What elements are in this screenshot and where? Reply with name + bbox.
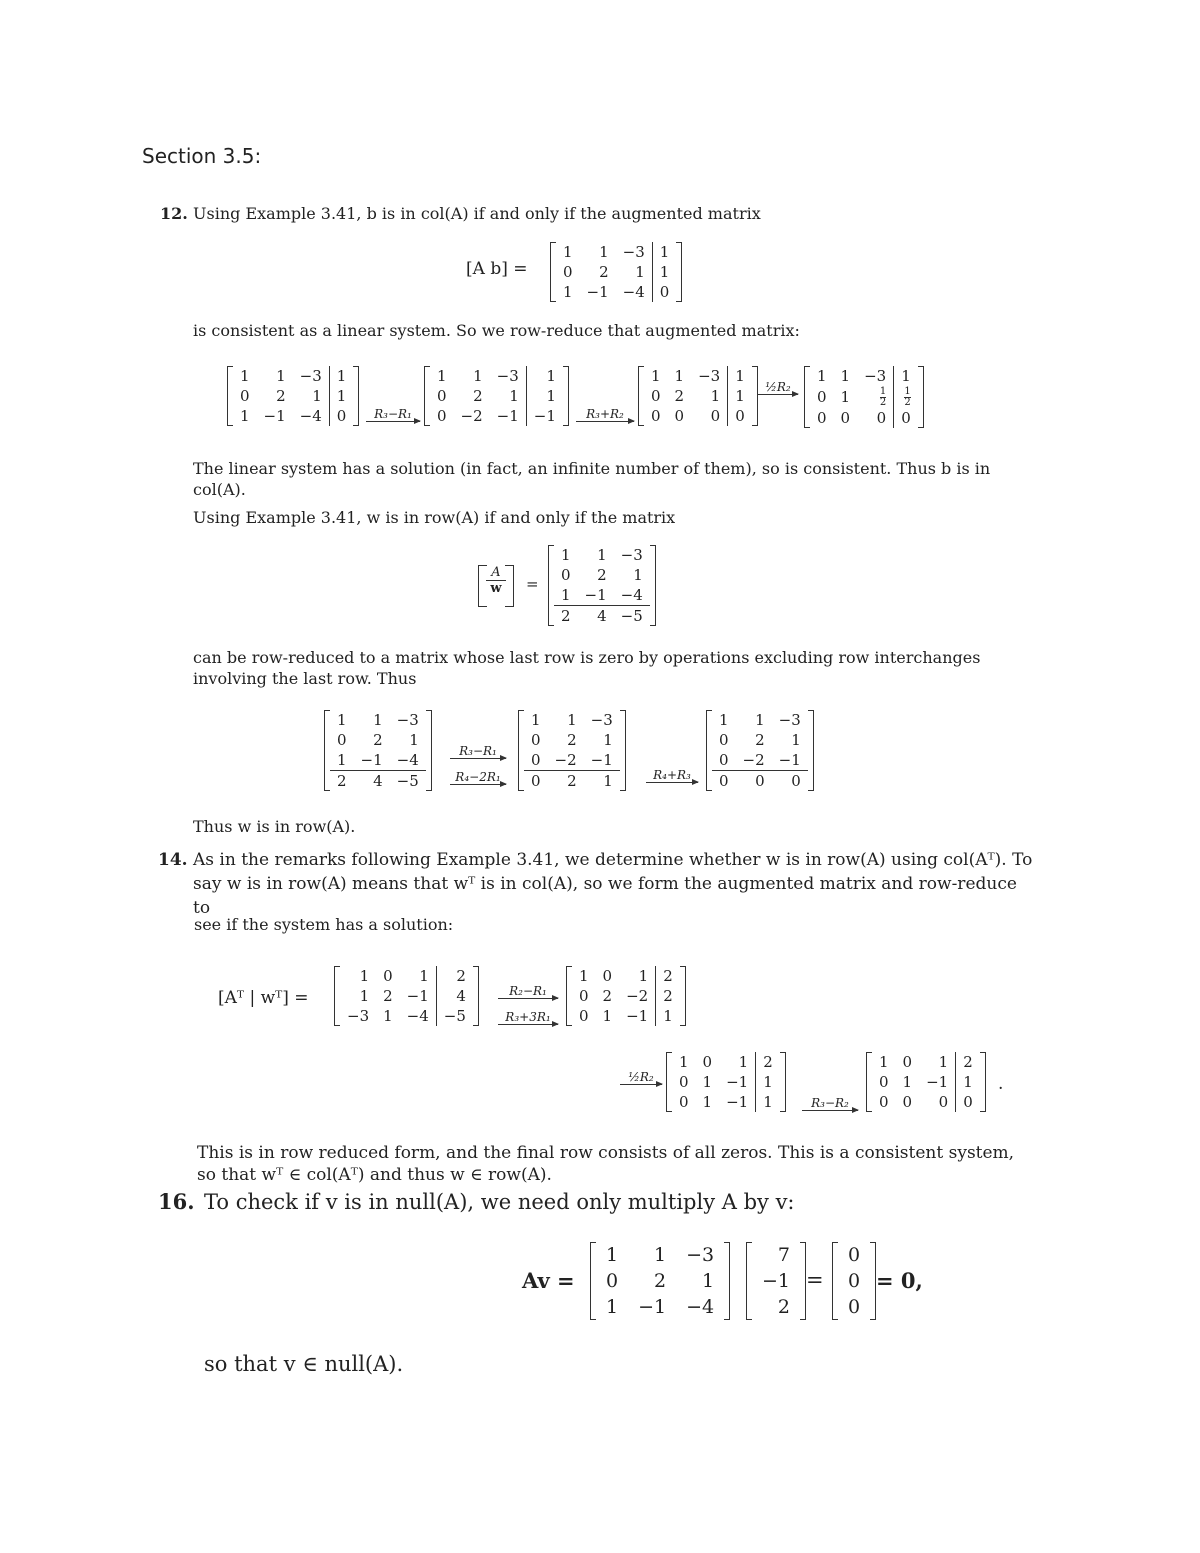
conclusion-w-in-row: Thus w is in row(A). [193,817,356,836]
matrix-a: 1 1 −3 0 2 1 1 −1 −4 [590,1242,730,1320]
matrix-14-step4: 1 0 1 2 0 1 −1 1 0 0 0 0 [866,1052,986,1112]
op-r3-plus-3r1: R₃+3R₁ [498,1010,558,1025]
op-r3-plus-r2: R₃+R₂ [576,407,634,422]
matrix-a-w: 1 1 −3 0 2 1 1 −1 −4 2 4 −5 [548,545,656,626]
matrix-row-step1: 1 1 −3 0 2 1 1 −1 −4 2 4 −5 [324,710,432,791]
op-r3-minus-r1-b: R₃−R₁ [450,744,506,759]
op-r2-minus-r1: R₂−R₁ [498,984,558,999]
problem-12-number: 12. [160,204,188,223]
zero-vector: 0 0 0 [832,1242,876,1320]
av-lhs: Av = [522,1268,575,1293]
period: . [998,1074,1004,1094]
op-r3-minus-r2: R₃−R₂ [802,1096,858,1111]
matrix-step2: 1 1 −3 1 0 2 1 1 0 −2 −1 −1 [424,366,569,426]
matrix-row-step3: 1 1 −3 0 2 1 0 −2 −1 0 0 0 [706,710,814,791]
matrix-14-step2: 1 0 1 2 0 2 −2 2 0 1 −1 1 [566,966,686,1026]
reduce-text: can be row-reduced to a matrix whose last row is zero by operations excluding row interchanges involving the last row. Thus [193,648,981,688]
augmented-lhs: [A b] = [466,259,528,279]
equals-zero: = 0, [876,1268,923,1293]
matrix-step3: 1 1 −3 1 0 2 1 1 0 0 0 0 [638,366,758,426]
consistent-text: is consistent as a linear system. So we row-reduce that augmented matrix: [193,321,800,340]
equals-sign: = [526,575,539,593]
problem-16-text: To check if v is in null(A), we need only multiply A by v: [204,1190,795,1214]
problem-12-intro: Using Example 3.41, b is in col(A) if and only if the augmented matrix [193,204,761,223]
op-r4-minus-2r1: R₄−2R₁ [450,770,506,785]
problem-16-number: 16. [158,1189,195,1214]
problem-14-number: 14. [158,850,188,870]
op-r4-plus-r3: R₄+R₃ [646,768,698,783]
matrix-step4: 1 1 −3 1 0 1 $\frac{1}{2}$ $\frac{1}{2}$ 0 0 0 0 [804,366,924,428]
equals-16: = [806,1268,824,1292]
matrix-a-b: 1 1 −3 1 0 2 1 1 1 −1 −4 0 [550,242,682,302]
matrix-14-step3: 1 0 1 2 0 1 −1 1 0 1 −1 1 [666,1052,786,1112]
section-heading: Section 3.5: [142,144,262,168]
problem-14-text: As in the remarks following Example 3.41, we determine whether w is in row(A) using col(Aᵀ). To say w is in row(A) means that wᵀ is in col(A), so we form the augmented matrix and row-reduce to [193,850,1033,918]
stacked-lhs: A w [478,565,514,596]
vector-v: 7 −1 2 [746,1242,806,1320]
op-half-r2-b: ½R₂ [620,1070,662,1085]
intro-w-in-row: Using Example 3.41, w is in row(A) if and only if the matrix [193,508,676,527]
problem-16-conclusion: so that v ∈ null(A). [204,1352,404,1376]
transpose-lhs: [Aᵀ | wᵀ] = [218,988,309,1008]
matrix-row-step2: 1 1 −3 0 2 1 0 −2 −1 0 2 1 [518,710,626,791]
op-r3-minus-r1: R₃−R₁ [366,407,420,422]
op-half-r2: ½R₂ [758,380,798,395]
problem-14-conclusion: This is in row reduced form, and the final row consists of all zeros. This is a consistent system, so that wᵀ ∈ col(Aᵀ) and thus w ∈ row(A). [197,1143,1015,1185]
matrix-at-wt: 1 0 1 2 1 2 −1 4 −3 1 −4 −5 [334,966,479,1026]
matrix-step1: 1 1 −3 1 0 2 1 1 1 −1 −4 0 [227,366,359,426]
problem-14-text2: see if the system has a solution: [194,915,454,934]
conclusion-b-in-col: The linear system has a solution (in fact, an infinite number of them), so is consistent. Thus b is in col(A). [193,459,991,499]
